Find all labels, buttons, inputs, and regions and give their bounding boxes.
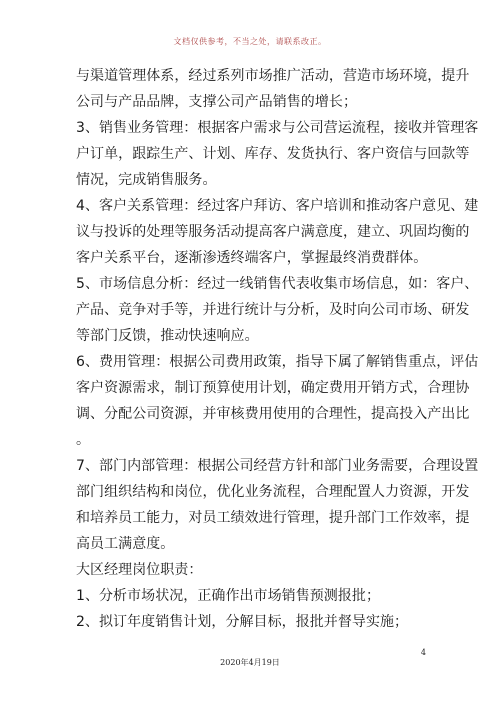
text-line: 情况，完成销售服务。 bbox=[76, 172, 217, 188]
text-line: 高员工满意度。 bbox=[76, 536, 175, 552]
text-line: 与渠道管理体系，经过系列市场推广活动，营造市场环境，提升 bbox=[76, 68, 470, 84]
text-line: 7、部门内部管理：根据公司经营方针和部门业务需要，合理设置 bbox=[76, 458, 479, 474]
text-line: 客户关系平台，逐渐渗透终端客户，掌握最终消费群体。 bbox=[76, 250, 428, 266]
text-line: 部门组织结构和岗位，优化业务流程，合理配置人力资源，开发 bbox=[76, 484, 470, 500]
text-line: 调、分配公司资源，并审核费用使用的合理性，提高投入产出比 bbox=[76, 406, 470, 422]
text-line: 议与投诉的处理等服务活动提高客户满意度，建立、巩固均衡的 bbox=[76, 224, 470, 240]
footer-date: 2020年4月19日 bbox=[220, 658, 280, 667]
text-line: 3、销售业务管理：根据客户需求与公司营运流程，接收并管理客 bbox=[76, 120, 479, 136]
section-heading: 大区经理岗位职责： bbox=[76, 562, 203, 578]
header-disclaimer: 文档仅供参考，不当之处，请联系改正。 bbox=[173, 37, 327, 46]
text-line: 5、市场信息分析：经过一线销售代表收集市场信息，如：客户、 bbox=[76, 276, 479, 292]
text-line: 产品、竞争对手等，并进行统计与分析，及时向公司市场、研发 bbox=[76, 302, 470, 318]
text-line: 4、客户关系管理：经过客户拜访、客户培训和推动客户意见、建 bbox=[76, 198, 479, 214]
document-body bbox=[76, 63, 479, 635]
text-line: 户订单，跟踪生产、计划、库存、发货执行、客户资信与回款等 bbox=[76, 146, 470, 162]
text-line: 公司与产品品牌，支撑公司产品销售的增长； bbox=[76, 94, 357, 110]
text-line: 6、费用管理：根据公司费用政策，指导下属了解销售重点，评估 bbox=[76, 354, 479, 370]
text-line: 1、分析市场状况，正确作出市场销售预测报批； bbox=[76, 588, 381, 604]
text-line: 。 bbox=[76, 432, 91, 448]
page-number: 4 bbox=[420, 648, 426, 657]
text-line: 和培养员工能力，对员工绩效进行管理，提升部门工作效率，提 bbox=[76, 510, 470, 526]
text-line: 2、拟订年度销售计划，分解目标，报批并督导实施； bbox=[76, 614, 409, 630]
text-line: 客户资源需求，制订预算使用计划，确定费用开销方式，合理协 bbox=[76, 380, 470, 396]
text-line: 等部门反馈，推动快速响应。 bbox=[76, 328, 259, 344]
